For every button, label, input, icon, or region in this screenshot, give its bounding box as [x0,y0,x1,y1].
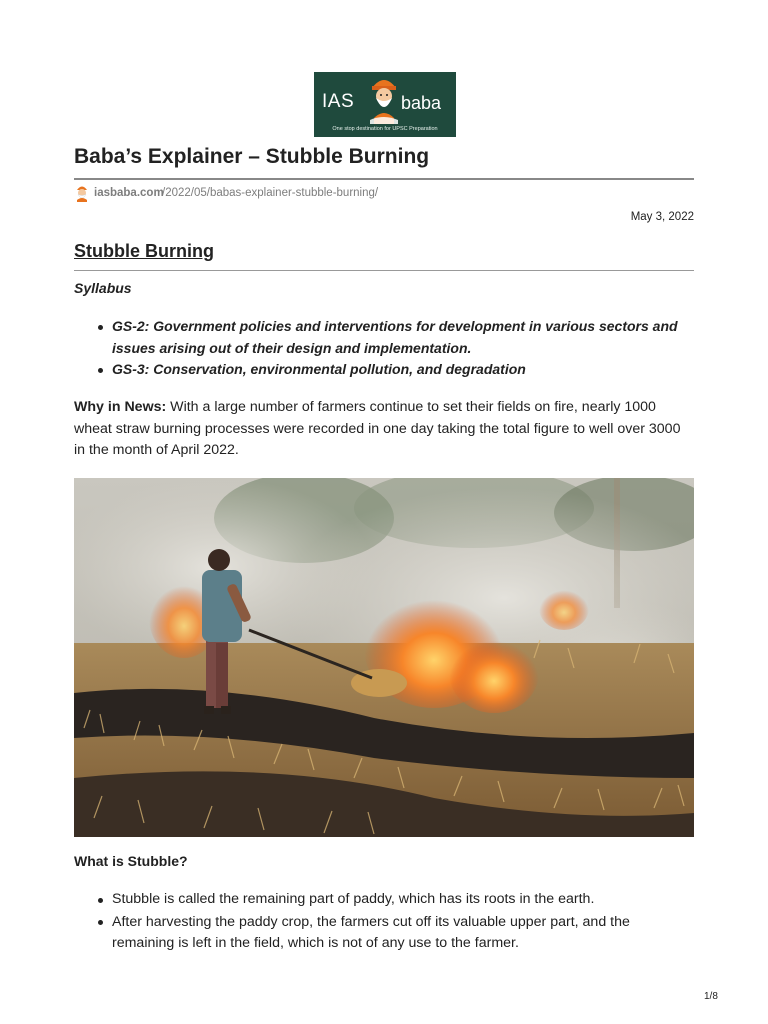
syllabus-item-text: GS-2: Government policies and interventions for development in various sectors and issues arising out of their design and implementation. [112,318,678,356]
why-in-news-label: Why in News: [74,399,167,415]
stubble-item-text: Stubble is called the remaining part of paddy, which has its roots in the earth. [112,891,595,907]
syllabus-item [74,316,694,359]
stubble-item-text: After harvesting the paddy crop, the farmers cut off its valuable upper part, and the remaining is left in the field, which is not of any use to the farmer. [112,913,630,951]
stubble-burning-photo [74,478,694,837]
article-title: Baba’s Explainer – Stubble Burning [74,145,430,168]
logo-ias-text: IAS [322,91,355,112]
why-in-news-text: With a large number of farmers continue to set their fields on fire, nearly 1000 wheat straw burning processes were recorded in one day taking the total figure to well over 3000 in the month of April 2022. [74,399,681,458]
why-in-news-paragraph [74,397,694,462]
what-is-stubble-heading: What is Stubble? [74,853,188,869]
logo-baba-text: baba [401,93,442,113]
bullet-icon [98,325,103,330]
stubble-list [74,889,694,956]
iasbaba-logo[interactable] [314,72,456,137]
stubble-item [74,912,694,955]
section-divider [74,270,694,271]
publish-date: May 3, 2022 [630,211,694,223]
bullet-icon [98,368,103,373]
syllabus-list [74,316,694,381]
syllabus-item-text: GS-3: Conservation, environmental pollution, and degradation [112,361,526,377]
logo-tagline: One stop destination for UPSC Preparation [332,126,438,132]
baba-face-icon [366,74,402,124]
baba-favicon-icon [74,184,90,202]
title-divider [74,178,694,180]
stubble-item [74,889,694,911]
bullet-icon [98,920,103,925]
section-heading: Stubble Burning [74,241,214,261]
syllabus-item [74,359,694,381]
bullet-icon [98,898,103,903]
source-domain[interactable]: iasbaba.com [94,187,164,199]
syllabus-label: Syllabus [74,280,132,296]
page-number: 1/8 [704,991,718,1002]
source-path[interactable]: /2022/05/babas-explainer-stubble-burning/ [162,187,379,199]
